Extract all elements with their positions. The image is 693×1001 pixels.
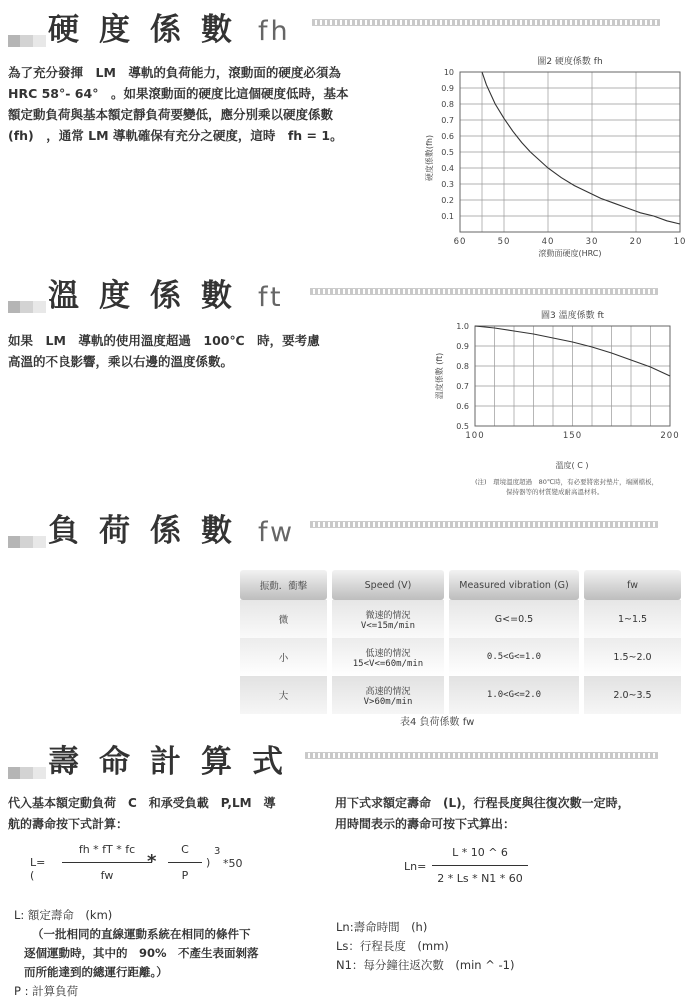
y-axis-label: 硬度係數(fh) (425, 134, 434, 182)
life-left-paragraph (8, 793, 308, 835)
x-axis-label: 溫度( C ) (555, 461, 589, 470)
y-tick-label: 0.5 (441, 148, 454, 157)
table-header-row (240, 570, 681, 600)
definition-line: N1：每分鐘往返次數 (min ^ -1) (336, 958, 515, 972)
section-title-fw (48, 505, 295, 550)
definition-line: L: 額定壽命 (km) (14, 908, 113, 922)
column-header: Speed (V) (332, 570, 444, 600)
text-line: 高溫的不良影響，乘以右邊的溫度係數。 (8, 354, 234, 369)
fraction-numerator: fh * fT * fc (78, 843, 136, 856)
y-tick-label: 0.7 (456, 382, 469, 391)
text-line: 額定動負荷與基本額定靜負荷要變低，應分別乘以硬度係數 (8, 107, 334, 122)
section-marker (8, 35, 46, 47)
series-line (482, 72, 680, 224)
definition-line: 逐個運動時，其中的 90% 不產生表面剝落 (24, 946, 259, 960)
x-tick-label: 50 (497, 237, 511, 247)
y-tick-label: 0.6 (456, 402, 469, 411)
speed-range: V<=15m/min (360, 620, 416, 631)
text-line: 用下式求額定壽命 (L)，行程長度與往復次數一定時， (335, 796, 630, 810)
table-row (240, 676, 681, 714)
section-marker (8, 767, 46, 779)
y-tick-label: 0.3 (441, 180, 454, 189)
x-tick-label: 40 (541, 237, 555, 247)
chart-title: 圖2 硬度係數 fh (537, 57, 603, 67)
section-title-text: 硬度係數 (48, 12, 252, 48)
text-line: 航的壽命按下式計算： (8, 817, 129, 831)
fraction-denominator: P (168, 862, 202, 882)
formula-prefix: L= ( (30, 856, 46, 882)
x-tick-label: 60 (453, 237, 467, 247)
definition-line: （一批相同的直線運動系統在相同的條件下 (32, 927, 251, 941)
y-tick-label: 0.2 (441, 196, 454, 205)
x-tick-label: 100 (465, 431, 485, 441)
formula-tail: *50 (223, 857, 243, 870)
impact-cell: 大 (240, 676, 327, 714)
section-divider (312, 19, 660, 26)
x-tick-label: 10 (673, 237, 687, 247)
temperature-chart (420, 304, 690, 518)
fraction-denominator: 2 * Ls * N1 * 60 (432, 865, 528, 885)
ft-paragraph (8, 330, 348, 372)
chart-note: 保持器等的材質變成耐高溫材料。 (506, 488, 604, 496)
vibration-cell: 0.5<G<=1.0 (449, 638, 579, 676)
text-line: 用時間表示的壽命可按下式算出： (335, 817, 516, 831)
y-tick-label: 1.0 (456, 322, 469, 331)
x-tick-label: 30 (585, 237, 599, 247)
y-tick-label: 0.1 (441, 212, 454, 221)
y-tick-label: 0.9 (456, 342, 469, 351)
y-tick-label: 0.9 (441, 84, 454, 93)
y-tick-label: 0.8 (441, 100, 454, 109)
formula-prefix: Ln= (404, 860, 427, 873)
y-tick-label: 0.7 (441, 116, 454, 125)
life-right-paragraph (335, 793, 690, 835)
life-definitions (14, 906, 314, 1001)
section-divider (310, 288, 658, 295)
column-header: Measured vibration (G) (449, 570, 579, 600)
impact-cell: 微 (240, 600, 327, 638)
fw-cell: 1~1.5 (584, 600, 681, 638)
definition-line: Ls：行程長度 (mm) (336, 939, 449, 953)
formula-fraction-2 (168, 843, 202, 882)
x-axis-label: 滾動面硬度(HRC) (538, 249, 602, 258)
formula-paren: ) (206, 856, 211, 869)
text-line: (fh) ，通常 LM 導軌確保有充分之硬度，這時 fh = 1。 (8, 128, 343, 143)
y-tick-label: 0.6 (441, 132, 454, 141)
vibration-cell: G<=0.5 (449, 600, 579, 638)
section-title-fh (48, 4, 291, 49)
hardness-chart-svg (420, 48, 690, 268)
section-code: ft (258, 282, 284, 313)
chart-note: (注) 環境溫度超過 80℃時，有必要將密封墊片，端圍檔板， (475, 478, 659, 486)
fw-cell: 2.0~3.5 (584, 676, 681, 714)
load-factor-table (235, 570, 686, 714)
life-time-definitions (336, 918, 686, 975)
section-divider (305, 752, 658, 759)
speed-range: V>60m/min (363, 696, 413, 707)
fw-cell: 1.5~2.0 (584, 638, 681, 676)
y-tick-label: 0.8 (456, 362, 469, 371)
fh-paragraph (8, 62, 393, 146)
y-tick-label: 0.5 (456, 422, 469, 431)
section-marker (8, 536, 46, 548)
speed-cell (332, 676, 444, 714)
text-line: 如果 LM 導軌的使用溫度超過 100℃ 時，要考慮 (8, 333, 320, 348)
definition-line: Ln:壽命時間 (h) (336, 920, 428, 934)
fraction-numerator: C (181, 843, 189, 856)
column-header: 振動．衝擊 (240, 570, 327, 600)
table-row (240, 600, 681, 638)
definition-line: 而所能達到的總運行距離。） (24, 965, 168, 979)
y-tick-label: 0.4 (441, 164, 454, 173)
multiply-sign: * (147, 851, 157, 872)
x-tick-label: 20 (629, 237, 643, 247)
x-tick-label: 150 (562, 431, 583, 441)
section-divider (310, 521, 658, 528)
fraction-numerator: L * 10 ^ 6 (452, 846, 508, 859)
section-title-text: 溫度係數 (48, 278, 252, 314)
y-tick-label: 10 (443, 68, 454, 77)
chart-title: 圖3 溫度係數 ft (541, 311, 604, 321)
impact-cell: 小 (240, 638, 327, 676)
table-row (240, 638, 681, 676)
speed-label: 高速的情況 (365, 686, 411, 697)
section-title-life: 壽命計算式 (48, 744, 303, 780)
vibration-cell: 1.0<G<=2.0 (449, 676, 579, 714)
temperature-chart-svg (420, 304, 690, 514)
section-title-text: 負荷係數 (48, 513, 252, 549)
text-line: HRC 58°- 64° 。如果滾動面的硬度比這個硬度低時，基本 (8, 86, 349, 101)
section-code: fh (258, 16, 291, 47)
speed-label: 低速的情況 (365, 648, 411, 659)
hardness-chart (420, 48, 690, 272)
formula-fraction (432, 846, 528, 885)
speed-range: 15<V<=60m/min (352, 658, 424, 669)
fraction-denominator: fw (62, 862, 152, 882)
column-header: fw (584, 570, 681, 600)
y-axis-label: 溫度係數 (ft) (435, 352, 444, 400)
text-line: 代入基本額定動負荷 C 和承受負載 P,LM 導 (8, 796, 276, 810)
section-code: fw (258, 517, 296, 548)
definition-line: P : 計算負荷 (14, 984, 79, 998)
section-marker (8, 301, 46, 313)
speed-label: 微速的情況 (365, 610, 411, 621)
speed-cell (332, 600, 444, 638)
table-caption: 表4 負荷係數 fw (400, 717, 475, 728)
formula-exponent: 3 (214, 846, 221, 857)
formula-fraction-1 (62, 843, 152, 882)
speed-cell (332, 638, 444, 676)
section-title-ft (48, 270, 284, 315)
text-line: 為了充分發揮 LM 導軌的負荷能力，滾動面的硬度必須為 (8, 65, 341, 80)
x-tick-label: 200 (660, 431, 680, 441)
